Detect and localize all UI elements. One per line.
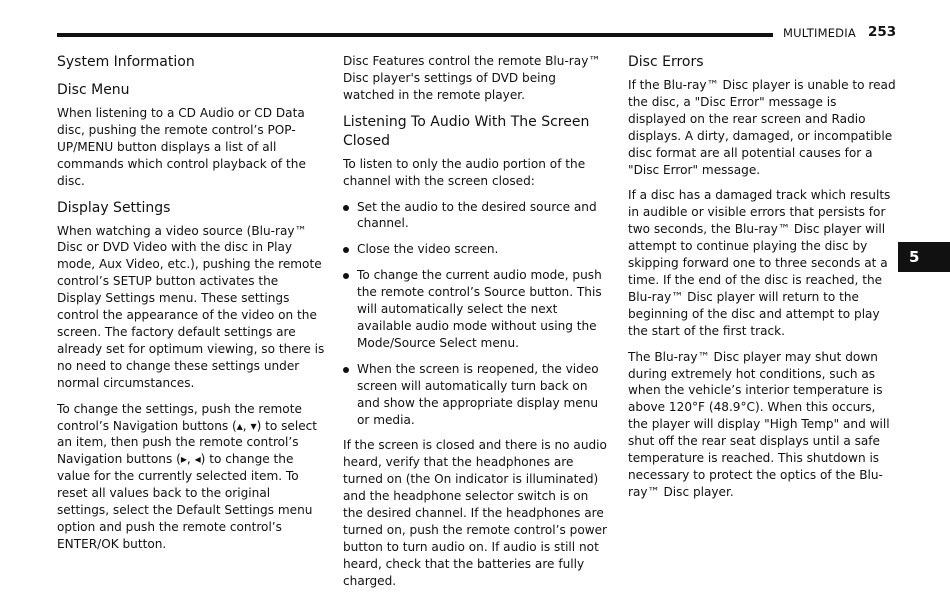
bullet-icon (343, 367, 349, 373)
list-item (343, 267, 611, 352)
display-settings-heading: Display Settings (57, 199, 171, 216)
chapter-tab: 5 (898, 242, 950, 272)
column-right (628, 53, 896, 510)
list-item-text: Set the audio to the desired source and channel. (357, 199, 597, 231)
bullet-icon (343, 273, 349, 279)
disc-errors-paragraph-2: If a disc has a damaged track which results in audible or visible errors that persists for two seconds, the Blu-ray™ Disc player will attempt to continue playing the disc by skipping forward one to three seconds at a time. If the end of the disc is reached, the Blu-ray™ Disc player will return to the beginning of the disc and attempt to play the start of the first track. (628, 188, 891, 338)
display-settings-paragraph-1: When watching a video source (Blu-ray™ Disc or DVD Video with the disc in Play mode, Aux Video, etc.), pushing the remote control’s SETUP button activates the Display Settings menu. These settings control the appearance of the video on the screen. The factory default settings are already set for optimum viewing, so there is no need to change these settings under normal circumstances. (57, 223, 325, 390)
page-number: 253 (868, 24, 897, 40)
list-item (343, 361, 611, 429)
disc-features-paragraph: Disc Features control the remote Blu-ray™ Disc player's settings of DVD being watched in the remote player. (343, 54, 601, 102)
disc-errors-paragraph-3: The Blu-ray™ Disc player may shut down during extremely hot conditions, such as when the vehicle’s interior temperature is above 120°F (48.9°C). When this occurs, the player will display "High Temp" and will shut off the rear seat displays until a safe temperature is reached. This shutdown is necessary to protect the optics of the Blu-ray™ Disc player. (628, 349, 890, 499)
column-middle (343, 53, 611, 599)
disc-menu-heading: Disc Menu (57, 82, 130, 98)
column-left (57, 53, 325, 562)
list-item (343, 199, 611, 233)
list-item-text: When the screen is reopened, the video screen will automatically turn back on and show the appropriate display menu or media. (357, 361, 599, 427)
disc-errors-paragraph-1: If the Blu-ray™ Disc player is unable to read the disc, a "Disc Error" message is displayed on the rear screen and Radio displays. A dirty, damaged, or incompatible disc format are all potential causes for a "Disc Error" message. (628, 78, 896, 177)
bullet-icon (343, 205, 349, 211)
list-item-text: Close the video screen. (357, 242, 499, 257)
listening-heading: Listening To Audio With The Screen Closed (343, 113, 590, 149)
audio-troubleshooting-paragraph: If the screen is closed and there is no audio heard, verify that the headphones are turned on (the On indicator is illuminated) and the headphone selector switch is on the desired channel. If the headphones are turned on, push the remote control’s power button to turn audio on. If audio is still not heard, check that the batteries are fully charged. (343, 438, 608, 588)
listening-steps-list (343, 199, 611, 429)
header-rule (57, 33, 773, 37)
section-title: MULTIMEDIA (783, 26, 856, 40)
display-settings-paragraph-2: To change the settings, push the remote control’s Navigation buttons (▴, ▾) to select an item, then push the remote control’s Navigation buttons (▸, ◂) to change the value for the currently selected item. To reset all values back to the original settings, select the Default Settings menu option and push the remote control’s ENTER/OK button. (57, 401, 318, 551)
list-item-text: To change the current audio mode, push the remote control’s Source button. This will automatically select the next available audio mode without using the Mode/Source Select menu. (357, 268, 602, 350)
disc-errors-heading: Disc Errors (628, 54, 704, 70)
listening-intro: To listen to only the audio portion of the channel with the screen closed: (343, 156, 586, 188)
list-item (343, 241, 611, 258)
bullet-icon (343, 247, 349, 253)
disc-menu-paragraph: When listening to a CD Audio or CD Data disc, pushing the remote control’s POP-UP/MENU button displays a list of all commands which control playback of the disc. (57, 106, 306, 188)
system-information-heading: System Information (57, 54, 195, 70)
